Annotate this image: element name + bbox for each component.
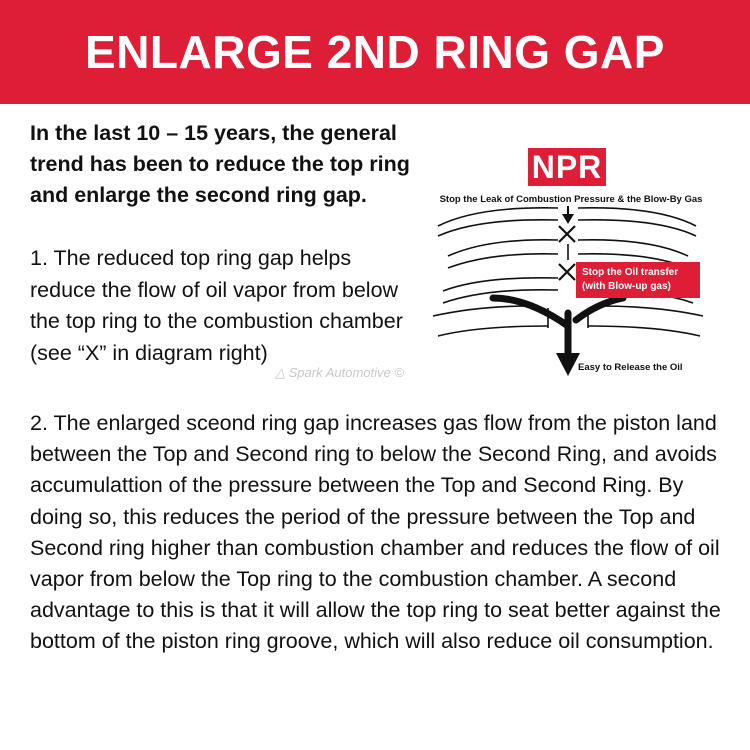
title-banner — [0, 0, 750, 104]
diagram-caption-bottom: Easy to Release the Oil — [578, 362, 683, 373]
ring-gap-diagram — [418, 148, 718, 386]
watermark — [275, 365, 404, 381]
point-1-paragraph: 1. The reduced top ring gap helps reduce the flow of oil vapor from below the top ring to the combustion chamber (see “X” in diagram right) — [30, 246, 403, 365]
oil-transfer-label — [576, 262, 700, 298]
oil-transfer-label-line2: (with Blow-up gas) — [582, 281, 671, 292]
watermark-text: Spark Automotive © — [288, 365, 404, 380]
diagram-caption-top: Stop the Leak of Combustion Pressure & the Blow-By Gas — [439, 194, 703, 205]
intro-paragraph: In the last 10 – 15 years, the general trend has been to reduce the top ring and enlarge the second ring gap. — [30, 121, 410, 207]
npr-logo — [528, 148, 606, 186]
page-title: ENLARGE 2ND RING GAP — [85, 26, 665, 78]
watermark-icon: △ — [275, 365, 289, 380]
oil-transfer-label-line1: Stop the Oil transfer — [582, 267, 679, 278]
point-2-paragraph: 2. The enlarged sceond ring gap increases gas flow from the piston land between the Top and Second ring to below the Second Ring, and avoids accumulattion of the pressure between the Top and Second Ring. By doing so, this reduces the period of the pressure between the Top and Second ring higher than combustion chamber and reduces the flow of oil vapor from below the Top ring to the combustion chamber. A second advantage to this is that it will allow the top ring to seat better against the bottom of the piston ring groove, which will also reduce oil consumption. — [30, 411, 721, 654]
npr-logo-text: NPR — [531, 148, 603, 185]
